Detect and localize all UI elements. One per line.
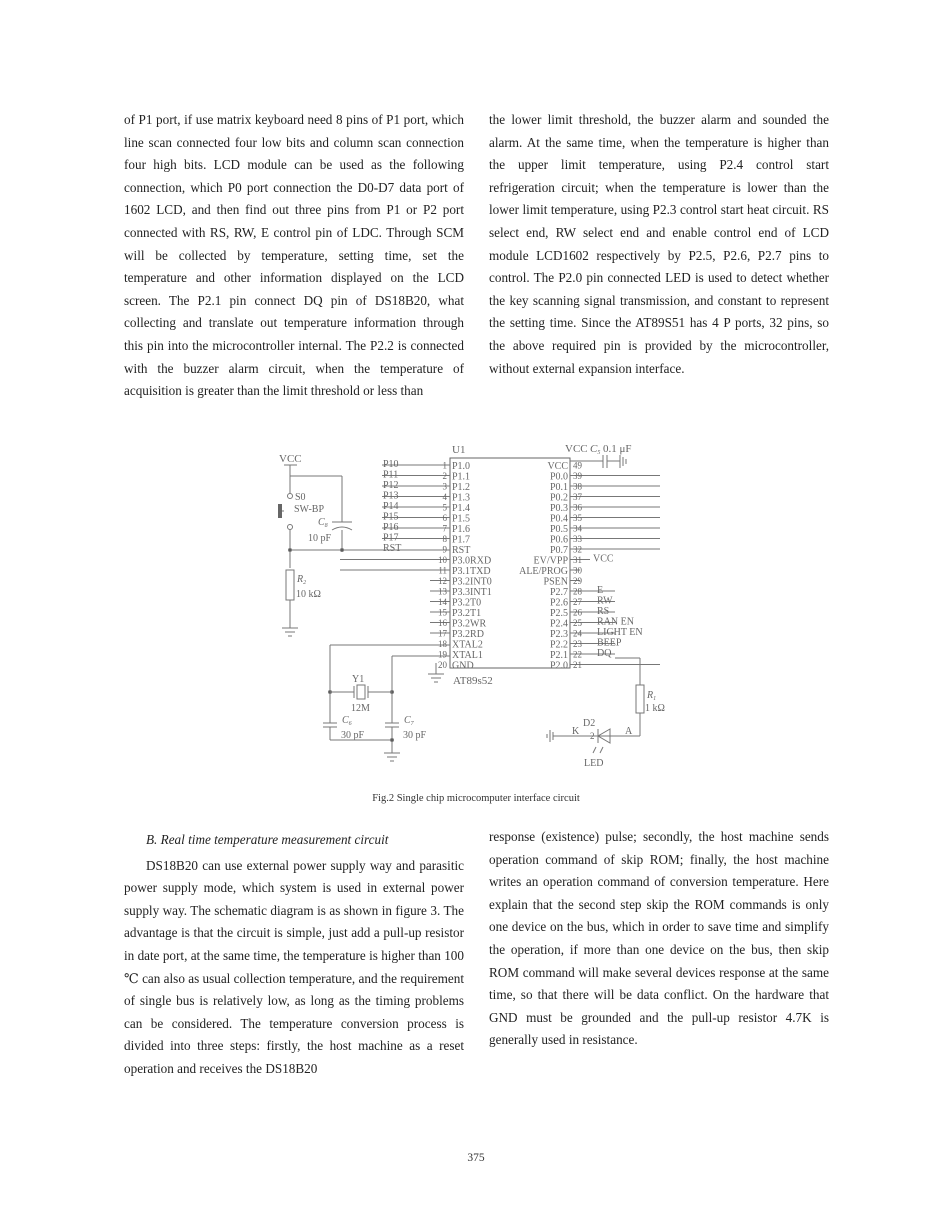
net-label: E [597,585,604,596]
net-label: P13 [383,490,399,502]
bottom-left-column [124,829,464,1081]
pin-name: P3.2INT0 [452,576,492,588]
pin-name: XTAL1 [452,650,483,661]
pin-name: P1.0 [452,461,471,472]
pin-name: P1.1 [452,471,471,483]
pin-number: 29 [573,576,582,586]
net-label: BEEP [597,637,622,649]
pin-name: P1.2 [452,482,471,493]
pin-number: 21 [573,660,582,670]
net-label: RST [383,543,402,554]
net-label: DQ [597,648,612,659]
pin-name: P2.1 [549,650,568,661]
chip-part-label: AT89s52 [453,675,493,687]
c5-value-label: 0.1 μF [603,443,632,455]
pin-name: P0.0 [549,471,568,483]
paragraph: the lower limit threshold, the buzzer alarm and sounded the alarm. At the same time, when the temperature is higher than the upper limit temperature, using P2.4 control start refrigeration circuit; when the temperature is lower than the lower limit temperature, using P2.3 control start heat circuit. RS select end, RW select end and enable control end of LCD module LCD1602 respectively by P2.5, P2.6, P2.7 pins to control. The P2.0 pin connected LED is used to detect whether the key scanning signal transmission, and constant to represent the setting time. Since the AT89S51 has 4 P ports, 32 pins, so the above required pin is provided by the microcontroller, without external expansion interface. [489,112,829,376]
pin-number: 13 [438,586,447,597]
net-label: RW [597,595,613,607]
pin-name: P2.5 [549,608,568,619]
pin-name: P1.3 [452,492,471,504]
pin-name: P1.7 [452,534,471,546]
net-label: P17 [383,532,399,544]
led-pin-k-label: K [572,726,580,737]
pin-name: P2.3 [549,629,568,640]
led-pin-num-label: 2 [590,731,595,741]
pin-name: VCC [547,461,568,472]
pin-number: 17 [438,628,447,639]
vcc-left-label: VCC [279,453,302,465]
pin-number: 25 [573,618,582,628]
pin-name: P1.5 [452,513,471,525]
net-label: P16 [383,522,399,533]
pin-name: P0.6 [549,534,568,546]
pin-number: 12 [438,576,447,586]
figure-caption: Fig.2 Single chip microcomputer interface circuit [372,793,580,804]
pin-name: P3.3INT1 [452,587,492,598]
pin-number: 6 [442,513,447,523]
pin-number: 2 [442,471,447,481]
pin-number: 23 [573,639,582,649]
pin-name: EV/VPP [533,555,568,567]
led-pin-a-label: A [625,726,633,737]
c8-value-label: 10 pF [308,533,332,544]
pin-name: P1.4 [452,503,471,514]
circuit-diagram-figure [270,438,680,773]
pin-name: P3.2T0 [452,597,482,609]
pin-number: 16 [438,618,447,628]
circuit-schematic [270,438,680,773]
chip-ref-label: U1 [452,444,466,456]
pin-name: RST [452,545,471,556]
net-label: LIGHT EN [597,627,643,638]
vcc-top-label: VCC [565,443,588,455]
pin-name: P0.3 [549,503,568,514]
pin-number: 15 [438,607,447,618]
pin-name: P1.6 [452,524,471,535]
pin-name: P0.7 [549,545,568,556]
crystal-ref-label: Y1 [352,674,365,685]
pin-number: 36 [573,502,582,513]
pin-number: 26 [573,607,582,618]
pin-name: P3.2WR [452,618,487,630]
switch-part-label: SW-BP [294,504,325,515]
paragraph: response (existence) pulse; secondly, the host machine sends operation command of skip ROM; finally, the host machine writes an operation command of conversion temperature. Here explain that the second step skip the ROM commands is only one device on the bus, which in order to save time and simplify the operation, if more than one device on the bus, then skip ROM command will make several devices response at the same time, so that there will be data conflict. On the hardware that GND must be grounded and the pull-up resistor 4.7K is generally used in resistance. [489,829,829,1048]
crystal-value-label: 12M [351,703,370,714]
pin-number: 49 [573,460,582,471]
pin-number: 7 [442,523,447,534]
pin-name: P2.7 [549,587,568,598]
pin-number: 33 [573,534,582,544]
pin-number: 31 [573,555,582,565]
paragraph: of P1 port, if use matrix keyboard need 8 pins of P1 port, which line scan connected four low bits and column scan connection four high bits. LCD module can be used as the following connection, which P0 port connection the D0-D7 data port of 1602 LCD, and then find out three pins from P1 or P2 port connected with RS, RW, E control pin of LDC. Through SCM will be collected by temperature, setting time, set the temperature and other information displayed on the LCD screen. The P2.1 pin connect DQ pin of DS18B20, what collecting and translate out temperature information through this pin into the microcontroller internal. The P2.2 is connected with the buzzer alarm circuit, when the temperature of acquisition is greater than the limit threshold or less than [124,112,464,399]
pin-name: PSEN [543,576,568,588]
led-part-label: LED [584,758,604,769]
pin-name: P0.1 [549,482,568,493]
pin-number: 30 [573,565,582,576]
pin-number: 20 [438,660,447,670]
section-heading: B. Real time temperature measurement circuit [146,832,389,847]
pin-name: P0.4 [549,513,568,525]
pin-number: 8 [442,534,447,544]
pin-name: P3.2RD [452,629,484,640]
pin-name: P3.0RXD [452,555,492,567]
pin-name: P2.4 [549,618,568,630]
net-label: VCC [593,553,614,565]
c8-ref-label: $C_8$ [318,517,328,529]
net-label: RS [597,606,610,617]
pin-number: 38 [573,481,582,492]
pin-number: 5 [442,502,447,513]
c6-value-label: 30 pF [341,730,365,741]
r1-ref-label: $R_1$ [647,690,657,702]
pin-name: P2.0 [549,660,568,672]
r1-value-label: 1 kΩ [645,703,665,714]
net-label: RAN EN [597,616,634,628]
c5-ref-label: C5 [590,443,601,456]
pin-number: 39 [573,471,582,481]
bottom-right-column [489,826,829,1052]
top-right-column [489,109,829,380]
pin-name: P2.6 [549,597,568,609]
pin-name: GND [452,660,474,672]
led-ref-label: D2 [583,718,596,729]
pin-number: 27 [573,597,582,607]
pin-number: 24 [573,628,582,639]
pin-number: 3 [442,481,447,492]
c7-value-label: 30 pF [403,730,427,741]
paragraph: DS18B20 can use external power supply way and parasitic power supply mode, which system is used in external power supply way. The schematic diagram is as shown in figure 3. The advantage is that the circuit is simple, just add a pull-up resistor in date port, at the same time, the temperature is higher than 100 ℃ can also as usual collection temperature, and the requirement of single bus is relatively low, as long as the timing problems can be considered. The temperature conversion process is divided into three steps: firstly, the host machine as a reset operation and receives the DS18B20 [124,857,464,1076]
pin-number: 18 [438,639,447,649]
pin-number: 14 [438,597,447,607]
net-label: P14 [383,501,399,512]
pin-name: P0.5 [549,524,568,535]
pin-name: XTAL2 [452,639,483,651]
r2-ref-label: $R_2$ [297,574,307,586]
c6-ref-label: $C_6$ [342,715,352,727]
net-label: P11 [383,469,399,481]
pin-number: 19 [438,649,447,660]
pin-name: P0.2 [549,492,568,504]
c7-ref-label: $C_7$ [404,715,414,727]
r2-value-label: 10 kΩ [296,589,321,600]
pin-number: 35 [573,513,582,523]
net-label: P10 [383,459,399,470]
pin-name: P3.1TXD [452,566,491,577]
pin-number: 4 [442,492,447,502]
left-pin-group [340,459,492,672]
pin-name: P2.2 [549,639,568,651]
pin-name: ALE/PROG [519,566,568,577]
switch-ref-label: S0 [295,492,306,503]
pin-number: 10 [438,555,447,565]
pin-number: 37 [573,492,582,502]
page-number: 375 [467,1152,485,1164]
pin-number: 1 [442,460,447,471]
pin-number: 11 [438,565,447,576]
pin-number: 22 [573,649,582,660]
top-left-column [124,109,464,403]
pin-number: 34 [573,523,582,534]
pin-number: 28 [573,586,582,597]
right-pin-group [519,461,660,672]
pin-name: P3.2T1 [452,608,482,619]
net-label: P12 [383,480,399,491]
pin-number: 32 [573,544,582,555]
pin-number: 9 [442,544,447,555]
net-label: P15 [383,511,399,523]
